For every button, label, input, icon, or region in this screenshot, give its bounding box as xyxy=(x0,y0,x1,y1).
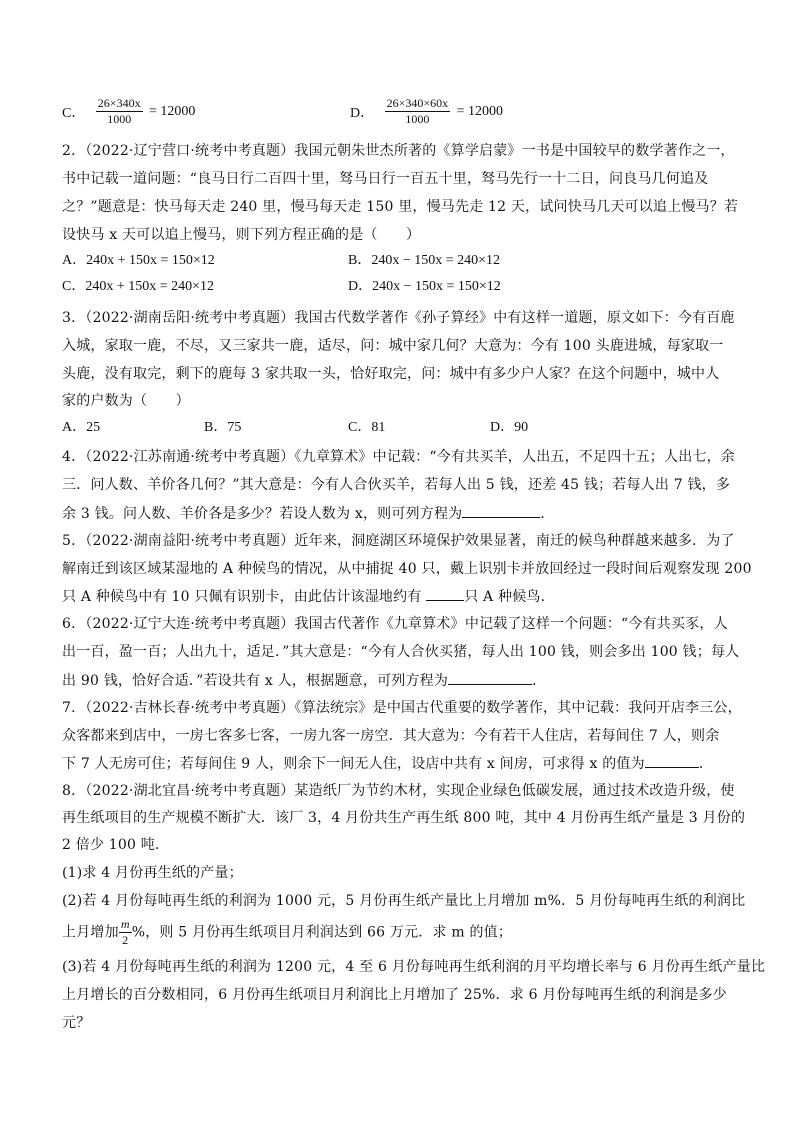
q4-line-3 xyxy=(62,503,555,524)
q7-line-1: 7．（2022·吉林长春·统考中考真题）《算法统宗》是中国古代重要的数学著作，其中记载：我问开店李三公， xyxy=(62,700,742,716)
q4-line-3-text: 余 3 钱。问人数、羊价各是多少？若设人数为 x，则可列方程为 xyxy=(62,506,463,522)
q5-line-3-end: 只 A 种候鸟． xyxy=(464,589,555,605)
q1-option-c-fraction xyxy=(96,96,143,127)
q5-line-3-text: 只 A 种候鸟中有 10 只佩有识别卡，由此估计该湿地约有 xyxy=(62,589,427,605)
q8-line-3: 2 倍少 100 吨． xyxy=(62,837,170,853)
q3-line-3: 头鹿，没有取完，剩下的鹿每 3 家共取一头，恰好取完，问：城中有多少户人家？在这个问题中，城中人 xyxy=(62,366,720,382)
q6-answer-blank[interactable] xyxy=(448,670,532,685)
q8-fraction-numerator: m xyxy=(120,917,130,931)
q6-line-3-end: ． xyxy=(532,673,547,689)
q2-option-c: C．240x + 150x = 240×12 xyxy=(62,279,215,294)
q1-option-d-label: D． xyxy=(350,105,375,121)
q1-option-c-denominator: 1000 xyxy=(107,112,132,126)
q8-sub-2: (2)若 4 月份每吨再生纸的利润为 1000 元，5 月份再生纸产量比上月增加 m%．5 月份每吨再生纸的利润比 xyxy=(62,893,746,909)
q3-option-d: D．90 xyxy=(490,420,529,435)
q6-line-3 xyxy=(62,670,546,691)
q8-sub-3-cont: 上月增长的百分数相同，6 月份再生纸项目月利润比上月增加了 25%．求 6 月份每吨再生纸的利润是多少 xyxy=(62,987,727,1003)
q3-line-2: 入城，家取一鹿，不尽，又三家共一鹿，适尽，问：城中家几何？大意为：今有 100 头鹿进城，每家取一 xyxy=(62,338,724,354)
q7-line-3 xyxy=(62,753,713,774)
q8-sub-1: (1)求 4 月份再生纸的产量； xyxy=(62,865,243,881)
q8-sub-3-end: 元？ xyxy=(62,1015,91,1031)
q6-line-3-text: 出 90 钱，恰好合适．”若设共有 x 人，根据题意，可列方程为 xyxy=(62,673,449,689)
q4-answer-blank[interactable] xyxy=(462,503,540,518)
q4-line-1: 4．（2022·江苏南通·统考中考真题）《九章算术》中记载：“今有共买羊，人出五，不足四十五；人出七，余 xyxy=(62,449,735,465)
q2-line-1: 2．（2022·辽宁营口·统考中考真题）我国元朝朱世杰所著的《算学启蒙》一书是中国较早的数学著作之一， xyxy=(62,143,735,159)
q5-line-3 xyxy=(62,586,555,607)
q8-sub-2-cont xyxy=(62,917,512,948)
q1-option-d xyxy=(350,96,503,127)
q5-line-2: 解南迁到该区域某湿地的 A 种候鸟的情况，从中捕捉 40 只，戴上识别卡并放回经过一段时间后观察发现 200 xyxy=(62,561,752,577)
q1-option-d-fraction xyxy=(385,96,451,127)
q1-option-d-numerator: 26×340×60x xyxy=(386,96,449,110)
q2-line-3: 之？”题意是：快马每天走 240 里，慢马每天走 150 里，慢马先走 12 天，试问快马几天可以追上慢马？若 xyxy=(62,199,739,215)
q2-line-4: 设快马 x 天可以追上慢马，则下列方程正确的是（ ） xyxy=(62,227,421,243)
q7-line-3-end: ． xyxy=(698,756,714,772)
q2-option-b: B．240x − 150x = 240×12 xyxy=(348,253,501,268)
q8-line-1: 8．（2022·湖北宜昌·统考中考真题）某造纸厂为节约木材，实现企业绿色低碳发展，通过技术改造升级，使 xyxy=(62,783,735,799)
q8-sub-2-cont-post: %，则 5 月份再生纸项目月利润达到 66 万元．求 m 的值； xyxy=(131,924,513,941)
q2-option-d: D．240x − 150x = 150×12 xyxy=(348,279,501,294)
q2-line-2: 书中记载一道问题：“良马日行二百四十里，驽马日行一百五十里，驽马先行一十二日，问良马几何追及 xyxy=(62,171,709,187)
q6-line-1: 6．（2022·辽宁大连·统考中考真题）我国古代著作《九章算术》中记载了这样一个问题：“今有共买豕，人 xyxy=(62,616,728,632)
q8-line-2: 再生纸项目的生产规模不断扩大．该厂 3，4 月份共生产再生纸 800 吨，其中 4 月份再生纸产量是 3 月份的 xyxy=(62,810,746,826)
q2-option-a: A．240x + 150x = 150×12 xyxy=(62,253,215,268)
q7-answer-blank[interactable] xyxy=(645,753,699,768)
q3-option-a: A．25 xyxy=(62,420,101,435)
q7-line-3-text: 下 7 人无房可住；若每间住 9 人，则余下一间无人住，设店中共有 x 间房，可求得 x 的值为 xyxy=(62,756,645,772)
q8-fraction-denominator: 2 xyxy=(122,933,129,947)
q8-m-over-2-fraction xyxy=(119,917,132,948)
q5-answer-blank[interactable] xyxy=(426,586,464,601)
q8-sub-2-cont-pre: 上月增加 xyxy=(62,924,119,941)
q4-line-2: 三．问人数、羊价各几何？”其大意是：今有人合伙买羊，若每人出 5 钱，还差 45 钱；若每人出 7 钱，多 xyxy=(62,477,731,493)
q3-line-1: 3．（2022·湖南岳阳·统考中考真题）我国古代数学著作《孙子算经》中有这样一道题，原文如下：今有百鹿 xyxy=(62,310,735,326)
q6-line-2: 出一百，盈一百；人出九十，适足．”其大意是：“今有人合伙买猪，每人出 100 钱，则会多出 100 钱；每人 xyxy=(62,644,740,660)
q3-option-b: B．75 xyxy=(204,420,242,435)
q1-option-c-rhs: = 12000 xyxy=(149,103,196,119)
q1-option-c-label: C． xyxy=(62,105,86,121)
q5-line-1: 5．（2022·湖南益阳·统考中考真题）近年来，洞庭湖区环境保护效果显著，南迁的候鸟种群越来越多．为了 xyxy=(62,533,735,549)
q8-sub-3: (3)若 4 月份每吨再生纸的利润为 1200 元，4 至 6 月份每吨再生纸利润的月平均增长率与 6 月份再生纸产量比 xyxy=(62,959,766,975)
q4-line-3-end: ． xyxy=(540,506,555,522)
q1-option-c-numerator: 26×340x xyxy=(97,96,141,110)
q1-option-c xyxy=(62,96,195,127)
q1-option-d-rhs: = 12000 xyxy=(456,103,503,119)
q7-line-2: 众客都来到店中，一房七客多七客，一房九客一房空．其大意为：今有若干人住店，若每间住 7 人，则余 xyxy=(62,728,720,744)
q1-option-d-denominator: 1000 xyxy=(405,112,430,126)
q3-option-c: C．81 xyxy=(348,420,386,435)
q3-line-4: 家的户数为（ ） xyxy=(62,393,190,409)
